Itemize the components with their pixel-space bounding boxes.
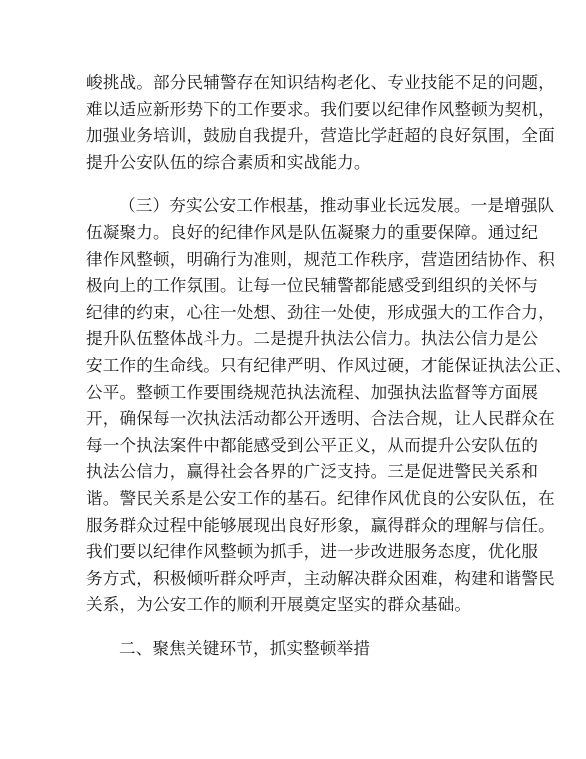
text-line: 律作风整顿，明确行为准则，规范工作秩序，营造团结协作、积 (86, 249, 555, 269)
text-line: 纪律的约束，心往一处想、劲往一处使，形成强大的工作合力， (86, 302, 555, 322)
text-line: 难以适应新形势下的工作要求。我们要以纪律作风整顿为契机， (86, 99, 555, 119)
text-line: 每一个执法案件中都能感受到公平正义，从而提升公安队伍的 (86, 435, 539, 455)
text-line: 务方式，积极倾听群众呼声，主动解决群众困难，构建和谐警民 (86, 568, 555, 588)
text-line: 极向上的工作氛围。让每一位民辅警都能感受到组织的关怀与 (86, 276, 539, 296)
paragraph-gap (86, 176, 506, 193)
text-line: 提升队伍整体战斗力。二是提升执法公信力。执法公信力是公 (86, 329, 539, 349)
text-line: 执法公信力，赢得社会各界的广泛支持。三是促进警民关系和 (86, 462, 539, 482)
paragraph-section-three (86, 193, 572, 619)
text-line: （三）夯实公安工作根基，推动事业长远发展。一是增强队 (119, 196, 555, 216)
text-line: 服务群众过程中能够展现出良好形象，赢得群众的理解与信任。 (86, 515, 555, 535)
text-line: 加强业务培训，鼓励自我提升，营造比学赶超的良好氛围，全面 (86, 126, 555, 146)
text-line: 谐。警民关系是公安工作的基石。纪律作风优良的公安队伍，在 (86, 488, 555, 508)
text-line: 公平。整顿工作要围绕规范执法流程、加强执法监督等方面展 (86, 382, 539, 402)
text-line: 安工作的生命线。只有纪律严明、作风过硬，才能保证执法公正、 (86, 355, 572, 375)
paragraph-gap (86, 619, 506, 636)
text-line: 开，确保每一次执法活动都公开透明、合法合规，让人民群众在 (86, 409, 555, 429)
text-line: 我们要以纪律作风整顿为抓手，进一步改进服务态度，优化服 (86, 542, 539, 562)
document-body (86, 70, 572, 662)
paragraph-continuation (86, 70, 555, 176)
text-line: 峻挑战。部分民辅警存在知识结构老化、专业技能不足的问题， (86, 73, 555, 92)
text-line: 伍凝聚力。良好的纪律作风是队伍凝聚力的重要保障。通过纪 (86, 222, 539, 242)
text-line: 关系，为公安工作的顺利开展奠定坚实的群众基础。 (86, 595, 472, 615)
section-heading: 二、聚焦关键环节，抓实整顿举措 (119, 638, 371, 658)
text-line: 提升公安队伍的综合素质和实战能力。 (86, 152, 371, 172)
